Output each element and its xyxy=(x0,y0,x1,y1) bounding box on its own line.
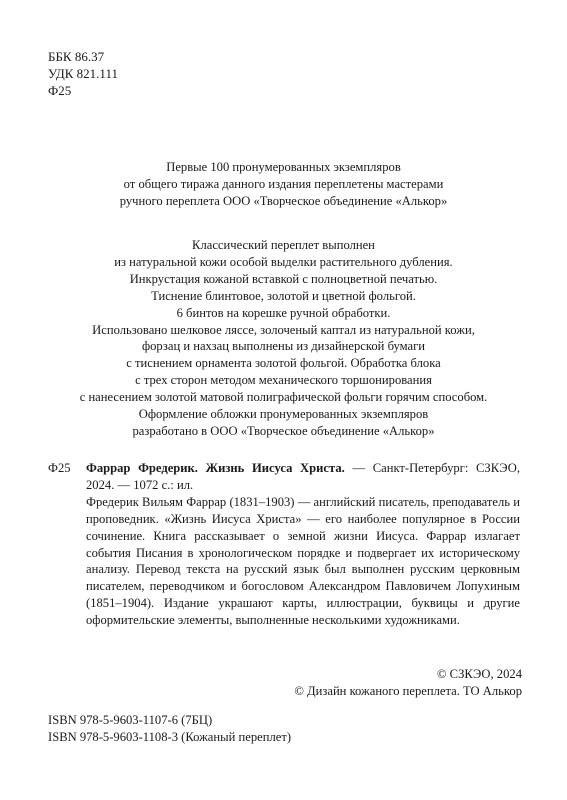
edition-note-line: от общего тиража данного издания переплетены мастерами xyxy=(123,176,444,191)
binding-line: Оформление обложки пронумерованных экземпляров xyxy=(138,407,429,422)
copyright-design: © Дизайн кожаного переплета. ТО Алькор xyxy=(294,683,522,698)
binding-line: 6 бинтов на корешке ручной обработки. xyxy=(176,305,391,320)
binding-description xyxy=(28,237,539,440)
catalog-author-title: Фаррар Фредерик. Жизнь Иисуса Христа. xyxy=(86,461,345,475)
author-sign: Ф25 xyxy=(48,83,72,98)
udk-code: УДК 821.111 xyxy=(48,66,118,81)
binding-line: с трех сторон методом механического торшонирования xyxy=(135,373,432,388)
catalog-imprint-part-2: 2024. — 1072 с.: ил. xyxy=(86,477,194,492)
binding-line: форзац и нахзац выполнены из дизайнерской бумаги xyxy=(141,339,426,354)
binding-line: с тиснением орнамента золотой фольгой. Обработка блока xyxy=(126,356,441,371)
binding-line: Инкрустация кожаной вставкой с полноцветной печатью. xyxy=(129,271,438,286)
catalog-annotation: Фредерик Вильям Фаррар (1831–1903) — английский писатель, преподаватель и проповедник. «Жизнь Иисуса Христа» — его наиболее популярное в России сочинение. Книга рассказывает о земной жизни Иисуса. Фаррар излагает события Писания в хронологическом порядке и подвергает их историческому анализу. Перевод текста на русский язык был выполнен русским церковным писателем, переводчиком и богословом Александром Павловичем Лопухиным (1851–1904). Издание украшают карты, иллюстрации, буквицы и другие оформительские элементы, выполненные несколькими художниками. xyxy=(86,494,520,628)
bbk-code: ББК 86.37 xyxy=(48,49,105,64)
copyright-publisher: © СЗКЭО, 2024 xyxy=(436,667,522,681)
isbn-line: ISBN 978-5-9603-1108-3 (Кожаный переплет) xyxy=(48,729,292,744)
binding-line: с нанесением золотой матовой полиграфической фольги горячим способом. xyxy=(79,390,488,405)
binding-line: Использовано шелковое ляссе, золоченый каптал из натуральной кожи, xyxy=(92,322,475,337)
isbn-line: ISBN 978-5-9603-1107-6 (7БЦ) xyxy=(48,713,213,727)
edition-note-line: Первые 100 пронумерованных экземпляров xyxy=(166,160,401,174)
edition-note xyxy=(28,159,539,210)
binding-line: разработано в ООО «Творческое объединение «Алькор» xyxy=(132,423,435,438)
edition-note-line: ручного переплета ООО «Творческое объединение «Алькор» xyxy=(119,193,448,208)
isbn-block xyxy=(48,712,291,746)
copyright-block xyxy=(294,666,522,700)
catalog-imprint-part-1: — Санкт-Петербург: СЗКЭО, xyxy=(352,461,520,475)
catalog-entry xyxy=(48,460,520,629)
catalog-entry-body xyxy=(86,460,520,629)
binding-line: Классический переплет выполнен xyxy=(192,238,375,252)
catalog-heading-line xyxy=(86,460,520,477)
catalog-author-sign: Ф25 xyxy=(48,461,71,475)
binding-line: из натуральной кожи особой выделки растительного дубления. xyxy=(114,254,453,269)
classification-codes xyxy=(48,48,118,99)
binding-line: Тиснение блинтовое, золотой и цветной фольгой. xyxy=(151,288,416,303)
